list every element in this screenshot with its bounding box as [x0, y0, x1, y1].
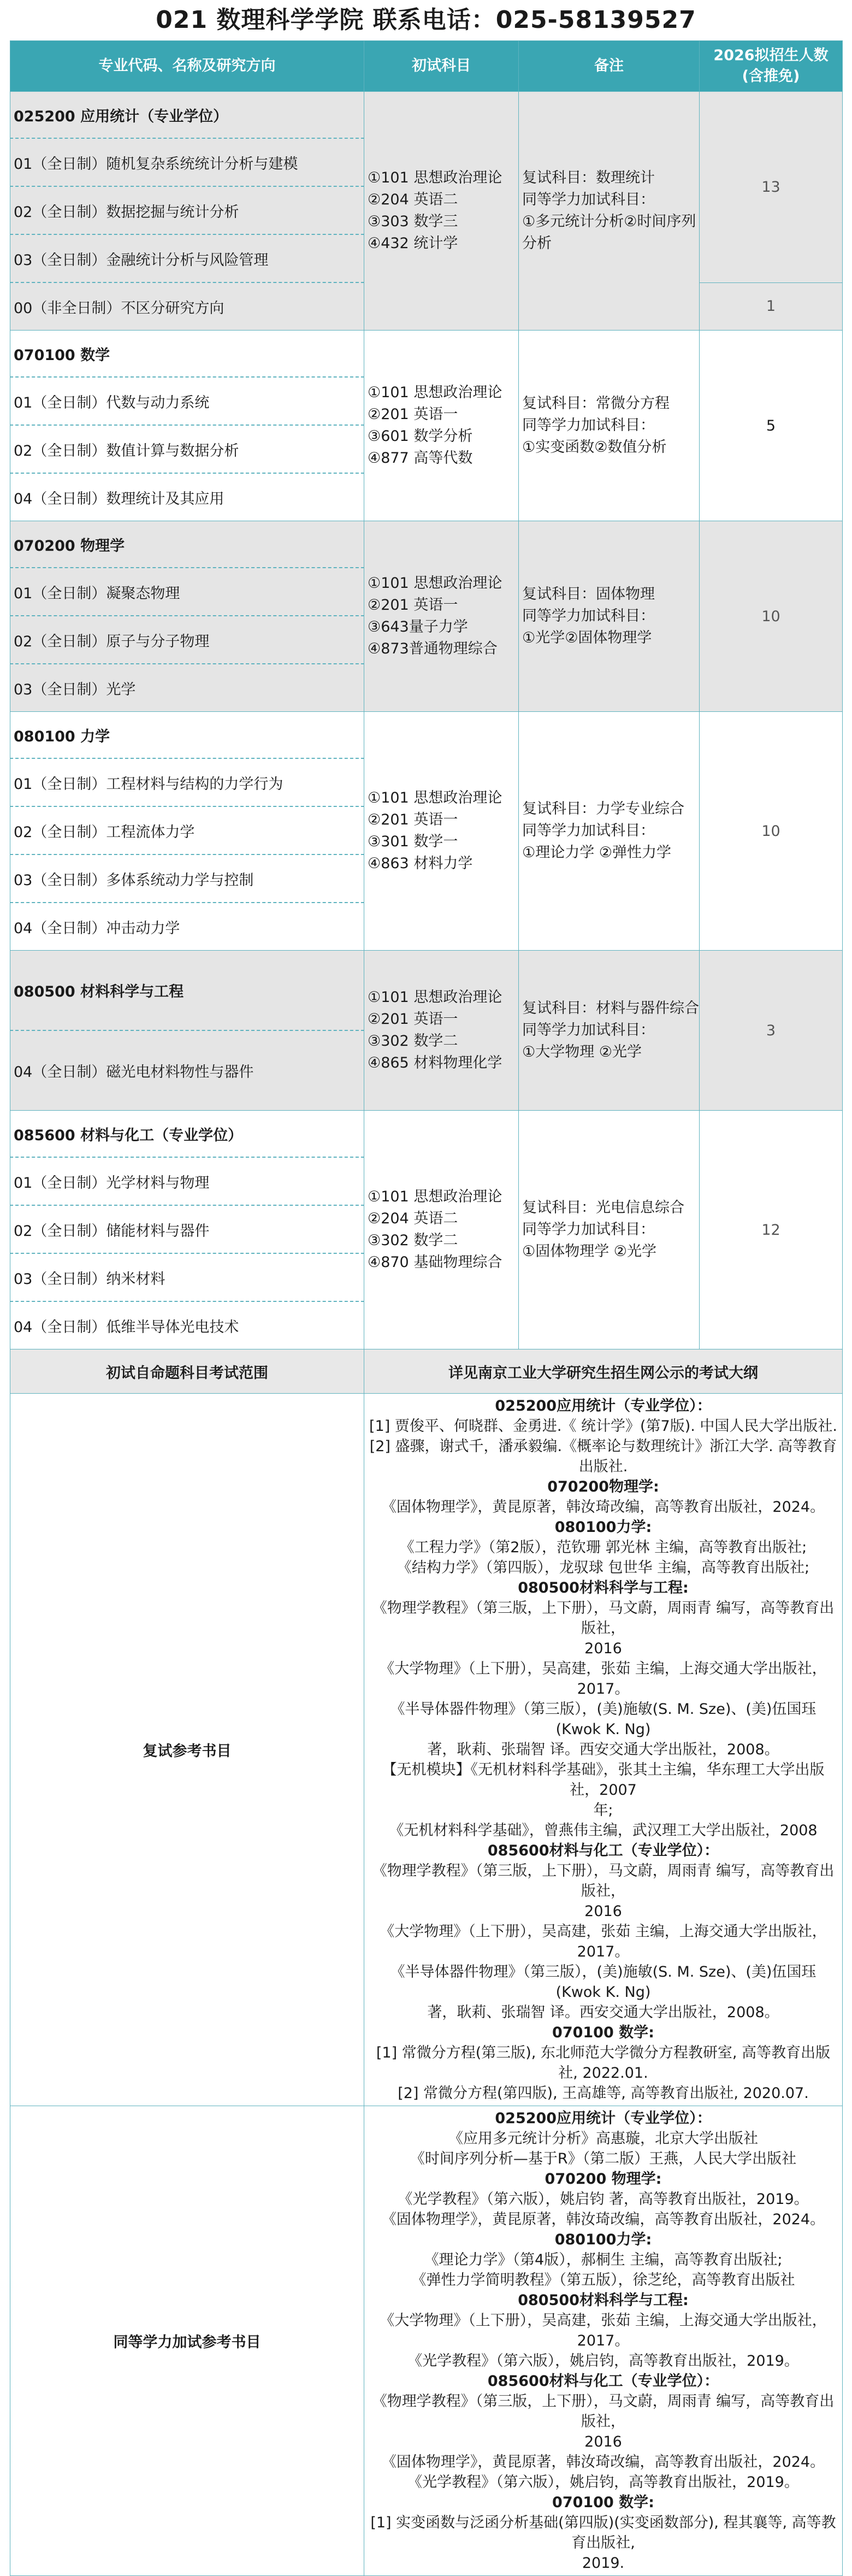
exam-subject: ③303 数学三: [368, 213, 458, 230]
exam-subjects: [364, 712, 519, 951]
section-name: 070100 数学: [10, 331, 364, 378]
research-direction: 00（非全日制）不区分研究方向: [10, 282, 364, 331]
reference-line: 2016: [584, 1640, 622, 1657]
exam-subject: ③302 数学二: [368, 1033, 458, 1050]
exam-subject: ④432 统计学: [368, 235, 458, 252]
reference-line: [1] 贾俊平、何晓群、金勇进.《 统计学》(第7版). 中国人民大学出版社.: [369, 1418, 837, 1435]
exam-subject: ②201 英语一: [368, 811, 458, 828]
reference-line: 070100 数学:: [552, 2024, 654, 2041]
exam-subject: ④863 材料力学: [368, 855, 473, 872]
research-direction: 03（全日制）金融统计分析与风险管理: [10, 234, 364, 282]
reference-line: 《时间序列分析—基于R》（第二版）王燕，人民大学出版社: [410, 2150, 797, 2167]
section-name: 080100 力学: [10, 712, 364, 759]
reference-line: 《半导体器件物理》（第三版），(美)施敏(S. M. Sze)、(美)伍国珏(Kwok K. Ng): [390, 1701, 816, 1738]
exam-subjects: [364, 951, 519, 1111]
reference-line: 著，耿莉、张瑞智 译。西安交通大学出版社，2008。: [427, 2004, 779, 2021]
reference-line: 025200应用统计（专业学位）：: [495, 2110, 712, 2127]
table-body: [10, 92, 843, 1349]
remark-line: ①理论力学 ②弹性力学: [522, 844, 671, 861]
header-note: 备注: [519, 41, 700, 92]
header-direction: 专业代码、名称及研究方向: [10, 41, 364, 92]
reference-line: 年;: [593, 1802, 613, 1819]
reference-line: 《大学物理》（上下册），吴高建，张茹 主编，上海交通大学出版社，2017。: [380, 1660, 827, 1697]
remarks: [519, 92, 700, 331]
research-direction: 04（全日制）磁光电材料物性与器件: [10, 1030, 364, 1111]
reference-line: 2019.: [582, 2555, 625, 2572]
research-direction: 01（全日制）随机复杂系统统计分析与建模: [10, 138, 364, 186]
reference-line: 080100力学:: [554, 1519, 652, 1536]
exam-subject: ①101 思想政治理论: [368, 169, 502, 186]
enrollment-count: 5: [700, 331, 843, 521]
reference-line: 2016: [584, 2433, 622, 2450]
retest-label: 复试参考书目: [10, 1394, 364, 2106]
reference-line: 《光学教程》（第六版），姚启钧，高等教育出版社，2019。: [407, 2474, 799, 2491]
remark-line: ①大学物理 ②光学: [522, 1044, 642, 1060]
enrollment-count: 10: [700, 521, 843, 712]
reference-line: 《理论力学》（第4版），郝桐生 主编，高等教育出版社;: [424, 2251, 783, 2268]
reference-line: 《光学教程》（第六版），姚启钧，高等教育出版社，2019。: [407, 2353, 799, 2369]
exam-subject: ①101 思想政治理论: [368, 575, 502, 592]
remark-line: 复试科目：固体物理: [522, 586, 655, 603]
section-name: 025200 应用统计（专业学位）: [10, 92, 364, 139]
equal-label: 同等学力加试参考书目: [10, 2106, 364, 2576]
exam-subject: ②201 英语一: [368, 597, 458, 614]
reference-body: [10, 1349, 843, 2576]
header-count-label: 2026拟招生人数 (含推免): [713, 47, 829, 85]
remarks: [519, 712, 700, 951]
research-direction: 02（全日制）储能材料与器件: [10, 1205, 364, 1253]
equal-books: [364, 2106, 843, 2576]
section-row: [10, 712, 843, 759]
remark-line: ①光学②固体物理学: [522, 629, 652, 646]
header-count: [700, 41, 843, 92]
exam-subjects: [364, 521, 519, 712]
remark-line: 同等学力加试科目：: [522, 417, 655, 434]
section-name: 085600 材料与化工（专业学位）: [10, 1111, 364, 1158]
research-direction: 01（全日制）工程材料与结构的力学行为: [10, 758, 364, 806]
research-direction: 03（全日制）光学: [10, 664, 364, 712]
reference-line: 《结构力学》（第四版），龙驭球 包世华 主编，高等教育出版社;: [397, 1559, 810, 1576]
ref-header-row: [10, 1349, 843, 1394]
reference-line: 085600材料与化工（专业学位）：: [487, 1842, 719, 1859]
exam-subject: ④877 高等代数: [368, 450, 473, 467]
reference-line: 070200 物理学:: [545, 2171, 662, 2188]
reference-line: 《应用多元统计分析》高惠璇，北京大学出版社: [448, 2130, 758, 2147]
reference-line: 《固体物理学》，黄昆原著，韩汝琦改编，高等教育出版社，2024。: [381, 2211, 825, 2228]
retest-books: [364, 1394, 843, 2106]
reference-line: 085600材料与化工（专业学位）：: [487, 2373, 719, 2390]
remark-line: 同等学力加试科目：: [522, 608, 655, 624]
equal-row: [10, 2106, 843, 2576]
exam-subjects: [364, 92, 519, 331]
remark-line: 同等学力加试科目：: [522, 191, 655, 208]
reference-line: 《半导体器件物理》（第三版），(美)施敏(S. M. Sze)、(美)伍国珏(Kwok K. Ng): [390, 1964, 816, 2001]
remark-line: 复试科目：数理统计: [522, 169, 655, 186]
exam-subject: ④865 材料物理化学: [368, 1054, 502, 1071]
remark-line: 复试科目：光电信息综合: [522, 1199, 684, 1216]
ref-header-left: 初试自命题科目考试范围: [10, 1349, 364, 1394]
remark-line: 复试科目：材料与器件综合: [522, 1000, 699, 1017]
section-row: [10, 92, 843, 139]
reference-line: 《工程力学》（第2版），范钦珊 郭光林 主编，高等教育出版社;: [399, 1539, 807, 1556]
reference-line: [1] 实变函数与泛函分析基础(第四版)(实变函数部分), 程其襄等, 高等教育出版社,: [370, 2514, 836, 2551]
remark-line: 同等学力加试科目：: [522, 822, 655, 839]
remark-line: ①多元统计分析②时间序列: [522, 213, 696, 230]
section-row: [10, 331, 843, 378]
exam-subject: ①101 思想政治理论: [368, 989, 502, 1006]
section-row: [10, 951, 843, 1031]
remark-line: 分析: [522, 235, 552, 252]
reference-line: 080500材料科学与工程:: [518, 1579, 689, 1596]
exam-subject: ②204 英语二: [368, 191, 458, 208]
research-direction: 01（全日制）光学材料与物理: [10, 1157, 364, 1205]
table-header-row: [10, 41, 843, 92]
exam-subject: ④873普通物理综合: [368, 640, 498, 657]
exam-subjects: [364, 1111, 519, 1349]
reference-line: 《大学物理》（上下册），吴高建，张茹 主编，上海交通大学出版社，2017。: [380, 2312, 827, 2349]
exam-subject: ②204 英语二: [368, 1210, 458, 1227]
research-direction: 03（全日制）多体系统动力学与控制: [10, 854, 364, 903]
remark-line: 复试科目：常微分方程: [522, 395, 670, 412]
reference-line: 《物理学教程》（第三版，上下册），马文蔚，周雨青 编写，高等教育出版社，: [372, 1862, 835, 1900]
exam-subject: ③601 数学分析: [368, 428, 473, 445]
exam-subject: ③301 数学一: [368, 833, 458, 850]
reference-line: 著，耿莉、张瑞智 译。西安交通大学出版社，2008。: [427, 1741, 779, 1758]
reference-line: 《弹性力学简明教程》（第五版），徐芝纶，高等教育出版社: [411, 2272, 795, 2289]
remark-line: ①实变函数②数值分析: [522, 439, 667, 456]
reference-line: [2] 常微分方程(第四版), 王高雄等, 高等教育出版社, 2020.07.: [398, 2085, 809, 2102]
exam-subject: ②201 英语一: [368, 1011, 458, 1028]
enrollment-count: 12: [700, 1111, 843, 1349]
reference-line: 025200应用统计（专业学位）：: [495, 1398, 712, 1414]
research-direction: 04（全日制）低维半导体光电技术: [10, 1301, 364, 1349]
exam-subject: ④870 基础物理综合: [368, 1254, 502, 1271]
admission-table: [10, 40, 843, 2576]
header-exam: 初试科目: [364, 41, 519, 92]
section-row: [10, 1111, 843, 1158]
section-name: 080500 材料科学与工程: [10, 951, 364, 1031]
section-name: 070200 物理学: [10, 521, 364, 568]
research-direction: 02（全日制）原子与分子物理: [10, 616, 364, 664]
enrollment-count: 10: [700, 712, 843, 951]
enrollment-count: 13: [700, 92, 843, 283]
retest-row: [10, 1394, 843, 2106]
exam-subjects: [364, 331, 519, 521]
exam-subject: ①101 思想政治理论: [368, 384, 502, 401]
reference-line: 《物理学教程》（第三版，上下册），马文蔚，周雨青 编写，高等教育出版社，: [372, 1600, 835, 1637]
research-direction: 03（全日制）纳米材料: [10, 1253, 364, 1301]
remarks: [519, 521, 700, 712]
reference-line: 【无机模块】《无机材料科学基础》，张其土主编，华东理工大学出版社，2007: [382, 1761, 825, 1799]
research-direction: 01（全日制）代数与动力系统: [10, 377, 364, 425]
reference-line: 070200物理学:: [547, 1478, 659, 1495]
research-direction: 01（全日制）凝聚态物理: [10, 568, 364, 616]
remarks: [519, 331, 700, 521]
section-row: [10, 521, 843, 568]
research-direction: 04（全日制）冲击动力学: [10, 903, 364, 951]
reference-line: 《大学物理》（上下册），吴高建，张茹 主编，上海交通大学出版社，2017。: [380, 1923, 827, 1960]
page-title: 021 数理科学学院 联系电话：025-58139527: [156, 6, 696, 34]
enrollment-count-part-time: 1: [700, 282, 843, 331]
research-direction: 02（全日制）工程流体力学: [10, 806, 364, 854]
remark-line: 复试科目：力学专业综合: [522, 800, 684, 817]
research-direction: 04（全日制）数理统计及其应用: [10, 473, 364, 521]
reference-line: 080500材料科学与工程:: [518, 2292, 689, 2309]
remark-line: ①固体物理学 ②光学: [522, 1243, 656, 1260]
reference-line: 《无机材料科学基础》，曾燕伟主编，武汉理工大学出版社，2008: [389, 1822, 818, 1839]
reference-line: 《固体物理学》，黄昆原著，韩汝琦改编，高等教育出版社，2024。: [381, 1499, 825, 1516]
reference-line: 《物理学教程》（第三版，上下册），马文蔚，周雨青 编写，高等教育出版社，: [372, 2393, 835, 2430]
remarks: [519, 951, 700, 1111]
reference-line: 070100 数学:: [552, 2494, 654, 2511]
enrollment-count: 3: [700, 951, 843, 1111]
exam-subject: ③643量子力学: [368, 618, 468, 635]
remarks: [519, 1111, 700, 1349]
research-direction: 02（全日制）数据挖掘与统计分析: [10, 186, 364, 234]
ref-header-right: 详见南京工业大学研究生招生网公示的考试大纲: [364, 1349, 843, 1394]
remark-line: 同等学力加试科目：: [522, 1221, 655, 1238]
reference-line: [2] 盛骤，谢式千，潘承毅编.《概率论与数理统计》浙江大学. 高等教育出版社.: [369, 1438, 837, 1475]
reference-line: 《光学教程》（第六版），姚启钧 著，高等教育出版社，2019。: [398, 2191, 809, 2208]
research-direction: 02（全日制）数值计算与数据分析: [10, 425, 364, 473]
reference-line: [1] 常微分方程(第三版), 东北师范大学微分方程教研室, 高等教育出版社, 2022.01.: [376, 2044, 831, 2082]
reference-line: 2016: [584, 1903, 622, 1920]
exam-subject: ③302 数学二: [368, 1232, 458, 1249]
remark-line: 同等学力加试科目：: [522, 1022, 655, 1039]
reference-line: 080100力学:: [554, 2231, 652, 2248]
exam-subject: ①101 思想政治理论: [368, 1188, 502, 1205]
exam-subject: ①101 思想政治理论: [368, 789, 502, 806]
reference-line: 《固体物理学》，黄昆原著，韩汝琦改编，高等教育出版社，2024。: [381, 2454, 825, 2471]
exam-subject: ②201 英语一: [368, 406, 458, 423]
